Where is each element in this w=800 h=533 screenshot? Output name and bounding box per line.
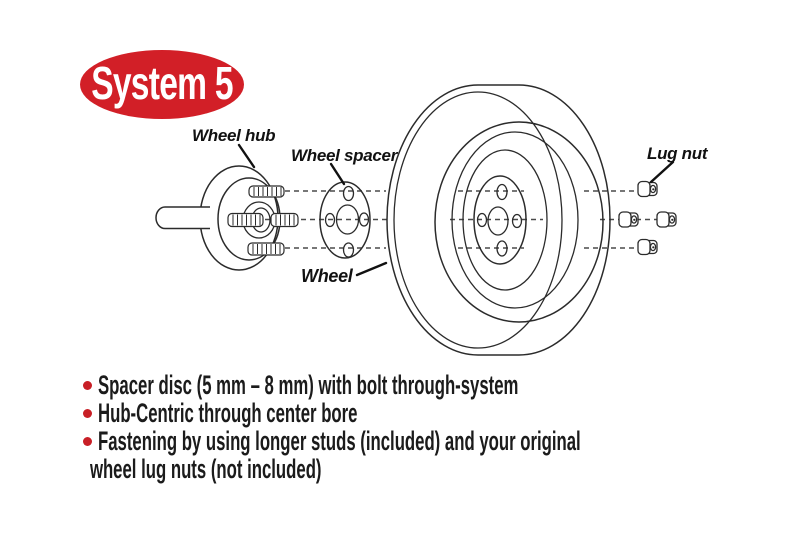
lug-nut-label: Lug nut bbox=[647, 144, 708, 163]
lug-nuts bbox=[619, 182, 676, 255]
lug-nut-bottom bbox=[638, 240, 657, 255]
list-item-line1: Fastening by using longer studs (included) and your original bbox=[98, 426, 581, 456]
list-item bbox=[83, 427, 783, 483]
lug-nut-middle-left bbox=[619, 212, 638, 227]
list-item-text bbox=[89, 426, 581, 484]
list-item-line2: wheel lug nuts (not included) bbox=[89, 454, 322, 484]
list-item bbox=[83, 399, 783, 427]
system-badge-label: System 5 bbox=[91, 57, 233, 109]
wheel-studs bbox=[228, 186, 298, 255]
wheel-label: Wheel bbox=[301, 266, 353, 286]
stud-middle bbox=[228, 214, 298, 227]
list-item bbox=[83, 371, 783, 399]
bullet-dot bbox=[83, 409, 92, 418]
wheel-spacer-drawing bbox=[320, 182, 370, 258]
bullet-dot bbox=[83, 381, 92, 390]
list-item-text: Spacer disc (5 mm – 8 mm) with bolt through-system bbox=[98, 370, 519, 400]
stud-top bbox=[249, 186, 284, 197]
bullet-dot bbox=[83, 437, 92, 446]
stud-bottom bbox=[248, 243, 284, 255]
wheel-hub-label: Wheel hub bbox=[192, 126, 276, 145]
wheel-spacer-label: Wheel spacer bbox=[291, 146, 398, 165]
lug-nut-top bbox=[638, 182, 657, 197]
list-item-text: Hub-Centric through center bore bbox=[98, 398, 358, 428]
feature-list bbox=[83, 371, 783, 483]
lug-nut-middle-right bbox=[657, 212, 676, 227]
